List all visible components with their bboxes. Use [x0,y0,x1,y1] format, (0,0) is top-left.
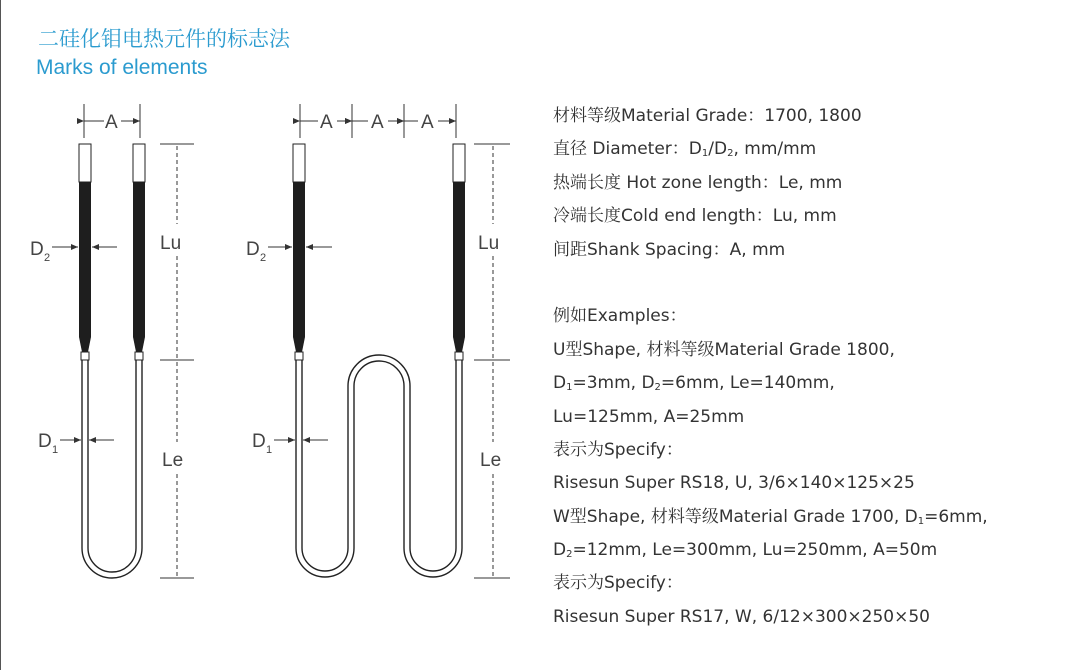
u-dim-le-label: Le [162,450,184,471]
diameter-label: 直径 Diameter： [553,139,689,160]
u-d2-label: D [30,239,44,260]
u-example-line2 [553,367,1073,400]
u-d2-value: =6mm, Le=140mm, [660,373,835,394]
u-specify-code: Risesun Super RS18, U, 3/6×140×125×25 [553,473,915,494]
grade-value: 1700, 1800 [764,106,862,126]
w-grade-text: W型Shape, 材料等级Material Grade 1700, D [553,506,918,527]
spec-cold-end: 冷端长度Cold end length：Lu, mm [553,206,837,227]
w-d1-value: =6mm, [924,506,988,527]
diameter-sub1: 1 [701,148,709,160]
w-sub2: 2 [566,549,573,561]
w-dim-a1-label: A [320,112,333,133]
w-example-line2 [553,534,1073,567]
w-d2-label: D [246,239,260,260]
page-title-chinese: 二硅化钼电热元件的标志法 [38,27,290,51]
spec-spacing: 间距Shank Spacing：A, mm [553,239,786,260]
w-specify-label: 表示为Specify： [553,573,683,594]
w-d2-value: =12mm, Le=300mm, Lu=250mm, A=50m [572,540,938,561]
u-d-letter: D [553,373,567,394]
u-example-line1: U型Shape, 材料等级Material Grade 1800, [553,339,895,360]
u-sub2: 2 [654,382,661,394]
u-d1-value: =3mm, D [572,373,655,394]
u-shape-element [30,104,194,578]
w-dim-le-label: Le [480,450,502,471]
diameter-unit: , mm/mm [733,139,817,160]
diameter-sub2: 2 [727,148,734,160]
specification-text [553,100,1073,634]
w-specify-code: Risesun Super RS17, W, 6/12×300×250×50 [553,606,930,627]
u-example-line3: Lu=125mm, A=25mm [553,406,745,427]
u-dim-a-label: A [105,112,118,133]
u-sub1: 1 [566,382,573,394]
page-title-english: Marks of elements [36,56,208,79]
examples-heading: 例如Examples： [553,306,687,327]
spec-grade [553,100,1073,133]
u-specify-label: 表示为Specify： [553,439,683,460]
diameter-d2: /D [708,139,728,160]
grade-label: 材料等级Material Grade： [553,106,765,126]
w-example-line1 [553,501,1073,534]
w-d1-label: D [252,431,266,452]
diameter-d: D [688,139,702,160]
w-sub1: 1 [917,515,925,527]
u-dim-lu-label: Lu [160,233,182,254]
w-dim-lu-label: Lu [478,233,500,254]
u-d1-subscript: 1 [52,444,59,456]
spec-hot-zone: 热端长度 Hot zone length：Le, mm [553,172,843,193]
w-d1-subscript: 1 [266,444,273,456]
u-d2-subscript: 2 [44,252,51,264]
w-dim-a3-label: A [421,112,434,133]
w-shape-element [246,104,510,578]
w-d2-subscript: 2 [260,252,267,264]
spec-diameter [553,133,1073,166]
u-d1-label: D [38,431,52,452]
w-d-letter: D [553,540,567,561]
w-dim-a2-label: A [371,112,384,133]
spacer [553,267,1073,300]
